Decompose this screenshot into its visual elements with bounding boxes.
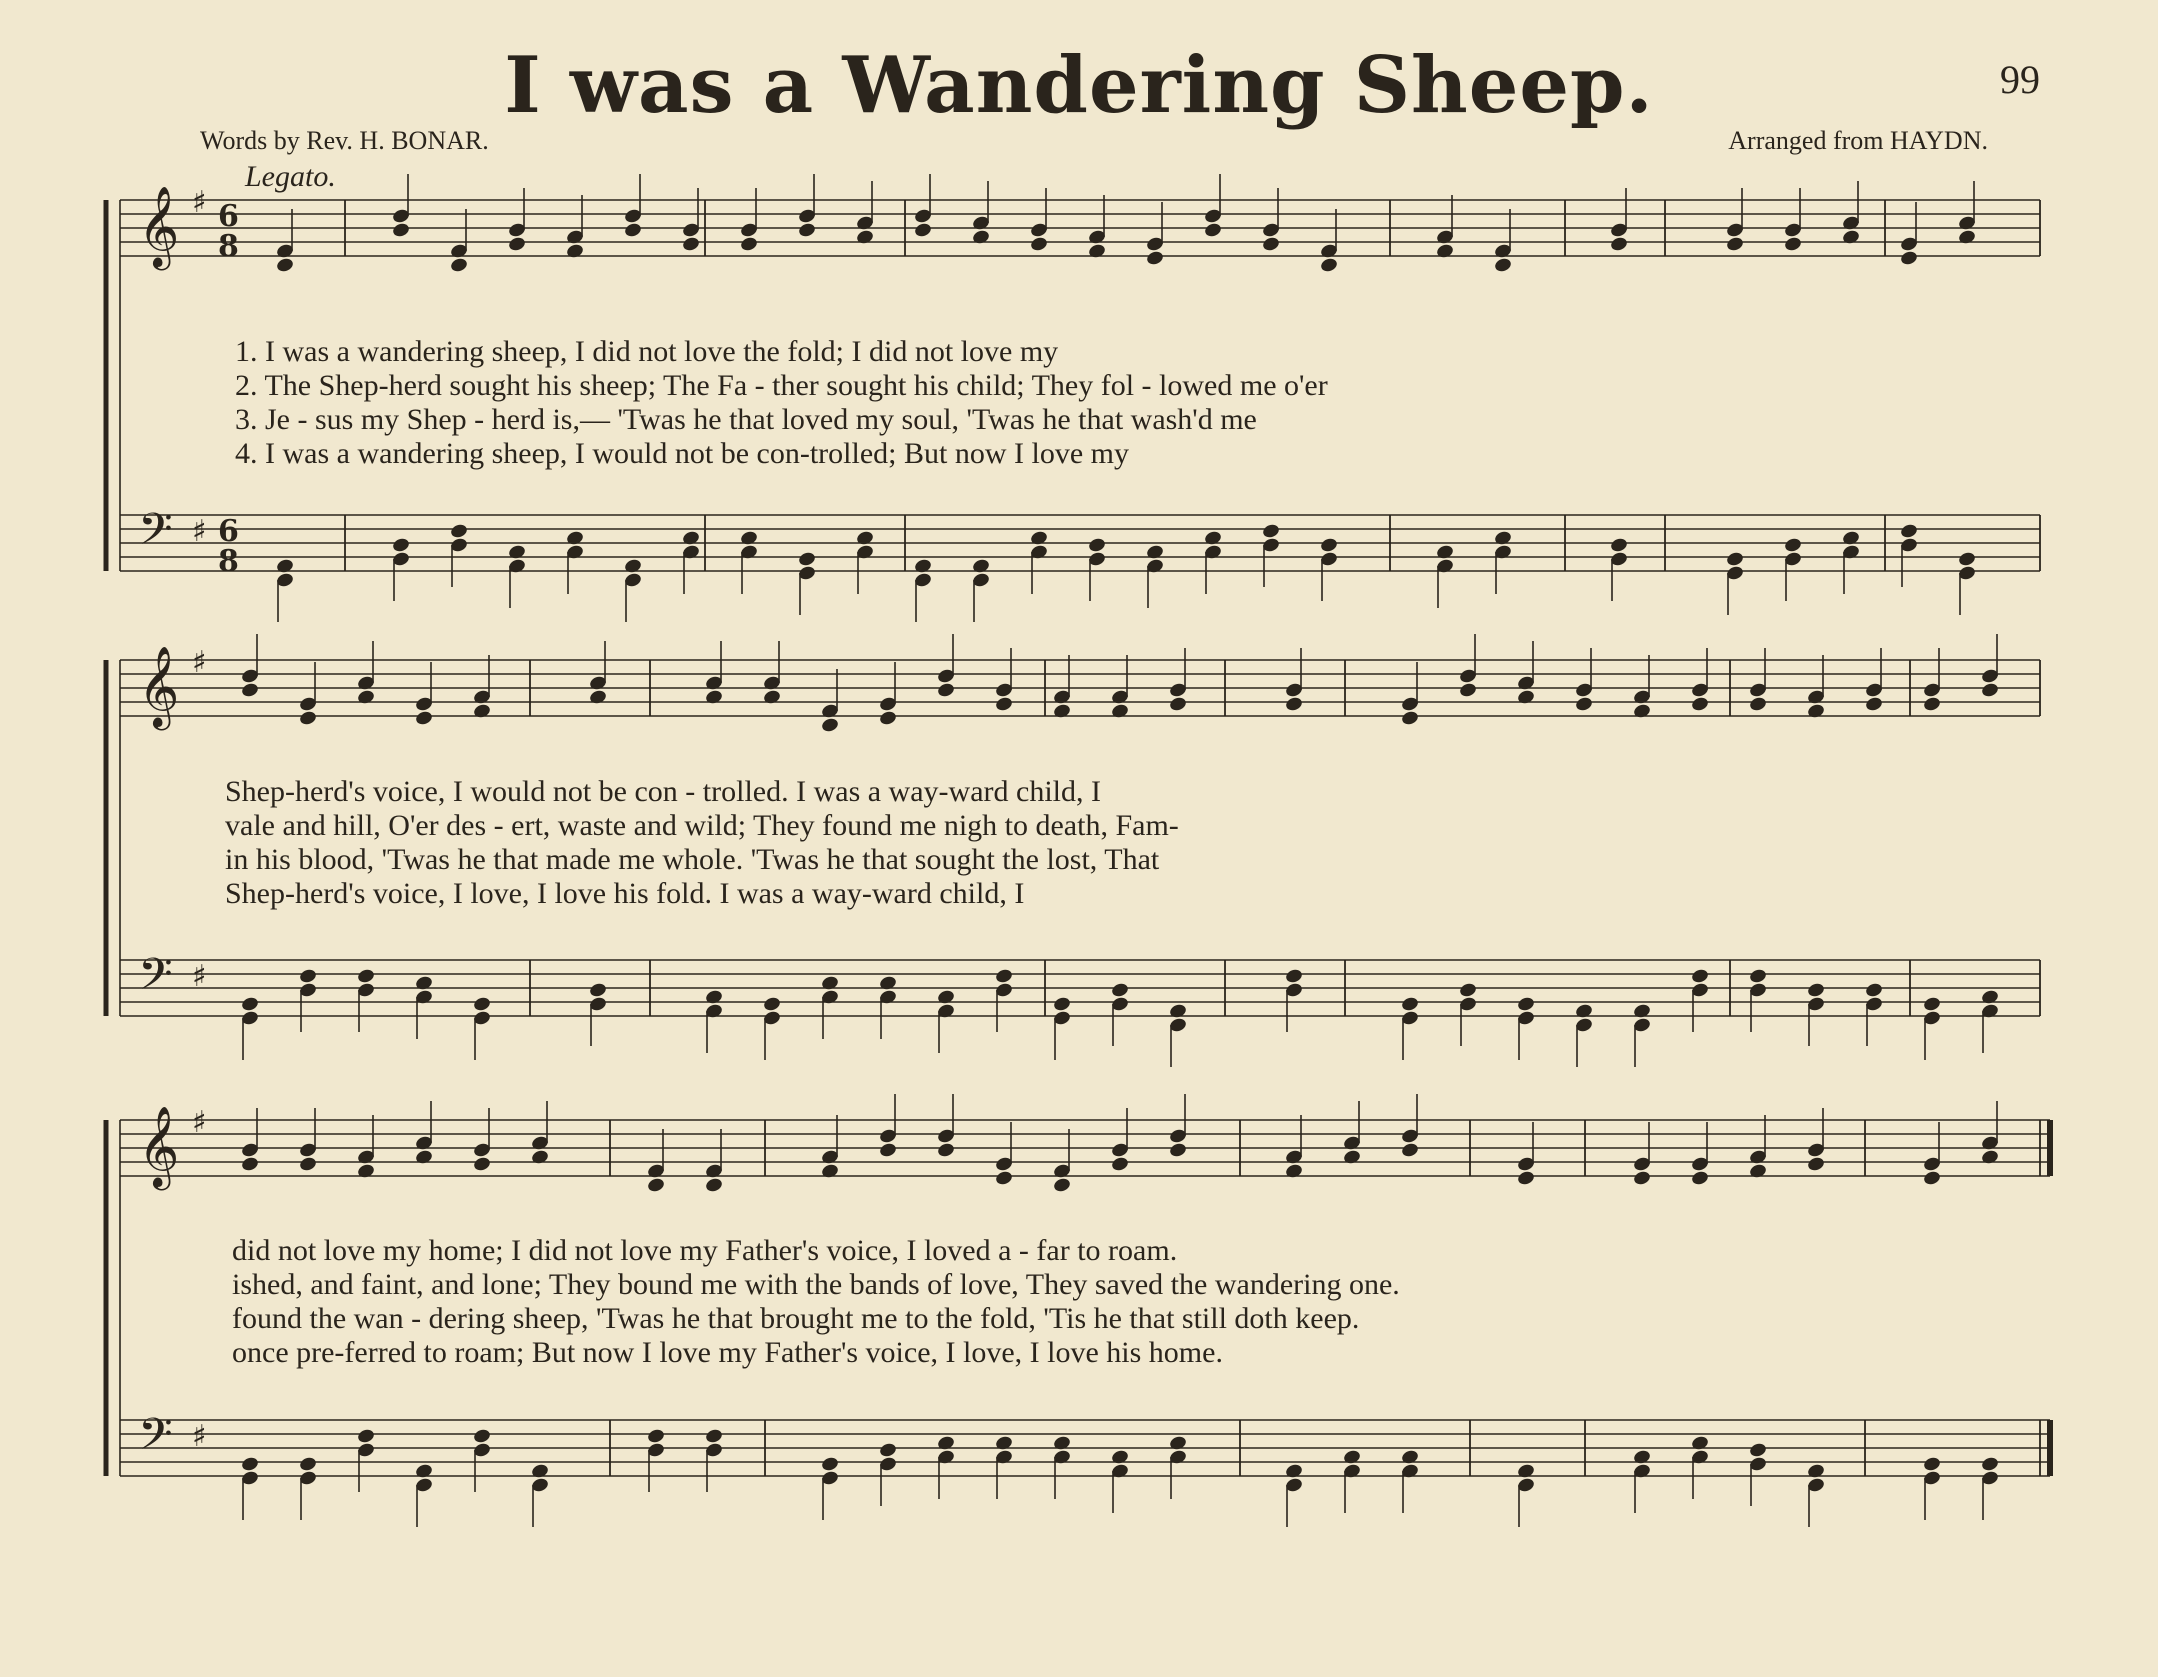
note-head [1284, 968, 1303, 985]
note-head [414, 710, 433, 727]
note-head [1725, 551, 1744, 568]
note-head [472, 1428, 491, 1445]
note-head [1690, 1170, 1709, 1187]
note-head [1168, 1435, 1187, 1452]
note-head [530, 1149, 549, 1166]
note-head [275, 257, 294, 274]
note-head [704, 689, 723, 706]
note-head [739, 236, 758, 253]
note-head [356, 968, 375, 985]
words-credit: Words by Rev. H. BONAR. [200, 126, 489, 155]
sharp-key-signature: ♯ [192, 514, 207, 549]
note-head [298, 968, 317, 985]
time-signature: 6 [218, 514, 239, 549]
note-head [1319, 537, 1338, 554]
note-head [1922, 1456, 1941, 1473]
note-head [1806, 982, 1825, 999]
time-signature: 6 [218, 199, 239, 234]
note-head [1957, 551, 1976, 568]
note-head [1806, 703, 1825, 720]
note-head [1493, 257, 1512, 274]
bass-clef: 𝄢 [138, 503, 173, 566]
note-head [994, 1170, 1013, 1187]
note-head [797, 222, 816, 239]
note-head [646, 1428, 665, 1445]
note-head [1029, 530, 1048, 547]
note-head [1899, 523, 1918, 540]
note-head [1400, 1449, 1419, 1466]
lyric-line-s3-v3: found the wan - dering sheep, 'Twas he that brought me to the fold, 'Tis he that still doth keep. [232, 1302, 1360, 1335]
note-head [1087, 243, 1106, 260]
note-head [681, 236, 700, 253]
note-head [298, 710, 317, 727]
note-head [240, 1456, 259, 1473]
note-head [275, 558, 294, 575]
note-head [855, 229, 874, 246]
lyric-line-s3-v4: once pre-ferred to roam; But now I love my Father's voice, I love, I love his home. [232, 1336, 1223, 1369]
note-head [1922, 1170, 1941, 1187]
note-head [1899, 250, 1918, 267]
note-head [1493, 530, 1512, 547]
sharp-key-signature: ♯ [192, 1105, 207, 1140]
note-head [298, 1456, 317, 1473]
treble-clef: 𝄞 [138, 185, 180, 267]
note-head [820, 717, 839, 734]
note-head [1632, 1170, 1651, 1187]
note-head [1957, 229, 1976, 246]
note-head [240, 1156, 259, 1173]
note-head [1110, 703, 1129, 720]
note-head [1087, 537, 1106, 554]
treble-clef: 𝄞 [138, 645, 180, 727]
note-head [588, 982, 607, 999]
lyric-line-s2-v1: Shep-herd's voice, I would not be con - trolled. I was a way-ward child, I [225, 775, 1101, 808]
note-head [530, 1463, 549, 1480]
note-head [472, 1156, 491, 1173]
note-head [704, 989, 723, 1006]
note-head [1203, 222, 1222, 239]
bass-clef: 𝄢 [138, 948, 173, 1011]
note-head [449, 257, 468, 274]
arranger-credit: Arranged from HAYDN. [1728, 126, 1988, 155]
sharp-key-signature: ♯ [192, 959, 207, 994]
sharp-key-signature: ♯ [192, 1419, 207, 1454]
note-head [1725, 236, 1744, 253]
note-head [994, 696, 1013, 713]
note-head [855, 530, 874, 547]
note-head [704, 1428, 723, 1445]
note-head [1261, 236, 1280, 253]
note-head [1806, 1463, 1825, 1480]
note-head [414, 1463, 433, 1480]
note-head [994, 1435, 1013, 1452]
note-head [739, 530, 758, 547]
note-head [1458, 682, 1477, 699]
note-head [1516, 1463, 1535, 1480]
note-head [1052, 703, 1071, 720]
note-head [1435, 544, 1454, 561]
treble-clef: 𝄞 [138, 1105, 180, 1187]
note-head [1574, 1003, 1593, 1020]
note-head [797, 551, 816, 568]
lyric-line-s1-v4: 4. I was a wandering sheep, I would not be con-trolled; But now I love my [235, 437, 1129, 470]
note-head [1110, 1449, 1129, 1466]
note-head [1980, 989, 1999, 1006]
note-head [1168, 696, 1187, 713]
note-head [1052, 1177, 1071, 1194]
note-head [1841, 530, 1860, 547]
note-head [1284, 696, 1303, 713]
note-head [936, 1435, 955, 1452]
note-head [1980, 1456, 1999, 1473]
sharp-key-signature: ♯ [192, 185, 207, 220]
note-head [1632, 703, 1651, 720]
note-head [356, 689, 375, 706]
note-head [1168, 1142, 1187, 1159]
note-head [391, 222, 410, 239]
note-head [1458, 982, 1477, 999]
note-head [1783, 537, 1802, 554]
note-head [1864, 982, 1883, 999]
lyric-line-s3-v1: did not love my home; I did not love my Father's voice, I loved a - far to roam. [232, 1234, 1178, 1267]
note-head [1748, 968, 1767, 985]
note-head [1806, 1156, 1825, 1173]
note-head [1435, 243, 1454, 260]
note-head [1980, 1149, 1999, 1166]
note-head [1632, 1449, 1651, 1466]
note-head [1284, 1463, 1303, 1480]
note-head [878, 975, 897, 992]
note-head [762, 689, 781, 706]
note-head [472, 703, 491, 720]
note-head [391, 537, 410, 554]
lyric-line-s2-v2: vale and hill, O'er des - ert, waste and wild; They found me nigh to death, Fam- [225, 809, 1179, 842]
note-head [1690, 1435, 1709, 1452]
note-head [1748, 1163, 1767, 1180]
lyric-line-s3-v2: ished, and faint, and lone; They bound me with the bands of love, They saved the wandering one. [232, 1268, 1400, 1301]
note-head [878, 1142, 897, 1159]
note-head [1203, 530, 1222, 547]
note-head [1052, 1435, 1071, 1452]
note-head [1516, 689, 1535, 706]
note-head [1922, 696, 1941, 713]
note-head [623, 558, 642, 575]
note-head [356, 1428, 375, 1445]
note-head [1609, 236, 1628, 253]
note-head [414, 975, 433, 992]
note-head [356, 1163, 375, 1180]
note-head [472, 996, 491, 1013]
note-head [449, 523, 468, 540]
note-head [1052, 996, 1071, 1013]
note-head [878, 1442, 897, 1459]
note-head [414, 1149, 433, 1166]
sharp-key-signature: ♯ [192, 645, 207, 680]
lyric-line-s1-v1: 1. I was a wandering sheep, I did not love the fold; I did not love my [235, 335, 1059, 368]
note-head [1516, 996, 1535, 1013]
note-head [1516, 1170, 1535, 1187]
lyric-line-s2-v4: Shep-herd's voice, I love, I love his fold. I was a way-ward child, I [225, 877, 1025, 910]
note-head [1783, 236, 1802, 253]
note-head [1319, 257, 1338, 274]
note-head [1342, 1149, 1361, 1166]
note-head [820, 1163, 839, 1180]
note-head [507, 544, 526, 561]
page-title: I was a Wandering Sheep. [504, 40, 1654, 131]
note-head [1400, 996, 1419, 1013]
note-head [1342, 1449, 1361, 1466]
note-head [704, 1177, 723, 1194]
note-head [565, 243, 584, 260]
bass-clef: 𝄢 [138, 1408, 173, 1471]
note-head [1980, 682, 1999, 699]
note-head [1261, 523, 1280, 540]
note-head [240, 682, 259, 699]
time-signature: 8 [218, 544, 239, 579]
note-head [1864, 696, 1883, 713]
note-head [1690, 968, 1709, 985]
page-number: 99 [2000, 57, 2040, 102]
note-head [936, 682, 955, 699]
note-head [1922, 996, 1941, 1013]
note-head [1748, 696, 1767, 713]
note-head [507, 236, 526, 253]
note-head [936, 989, 955, 1006]
note-head [1029, 236, 1048, 253]
note-head [681, 530, 700, 547]
note-head [1110, 1156, 1129, 1173]
note-head [240, 996, 259, 1013]
tempo-marking: Legato. [245, 160, 336, 193]
note-head [1400, 1142, 1419, 1159]
note-head [1145, 544, 1164, 561]
note-head [762, 996, 781, 1013]
note-head [1748, 1442, 1767, 1459]
note-head [623, 222, 642, 239]
note-head [1284, 1163, 1303, 1180]
note-head [1574, 696, 1593, 713]
note-head [936, 1142, 955, 1159]
time-signature: 8 [218, 229, 239, 264]
note-head [820, 1456, 839, 1473]
lyric-line-s2-v3: in his blood, 'Twas he that made me whole. 'Twas he that sought the lost, That [225, 843, 1160, 876]
note-head [298, 1156, 317, 1173]
note-head [1609, 537, 1628, 554]
lyric-line-s1-v2: 2. The Shep-herd sought his sheep; The Fa - ther sought his child; They fol - lowed me o'er [235, 369, 1328, 402]
note-head [1145, 250, 1164, 267]
note-head [588, 689, 607, 706]
lyric-line-s1-v3: 3. Je - sus my Shep - herd is,— 'Twas he that loved my soul, 'Twas he that wash'd me [235, 403, 1257, 436]
note-head [1690, 696, 1709, 713]
note-head [913, 222, 932, 239]
note-head [971, 229, 990, 246]
note-head [994, 968, 1013, 985]
note-head [565, 530, 584, 547]
note-head [971, 558, 990, 575]
note-head [878, 710, 897, 727]
note-head [820, 975, 839, 992]
note-head [1400, 710, 1419, 727]
note-head [1841, 229, 1860, 246]
note-head [1110, 982, 1129, 999]
note-head [1632, 1003, 1651, 1020]
note-head [913, 558, 932, 575]
note-head [1168, 1003, 1187, 1020]
note-head [646, 1177, 665, 1194]
